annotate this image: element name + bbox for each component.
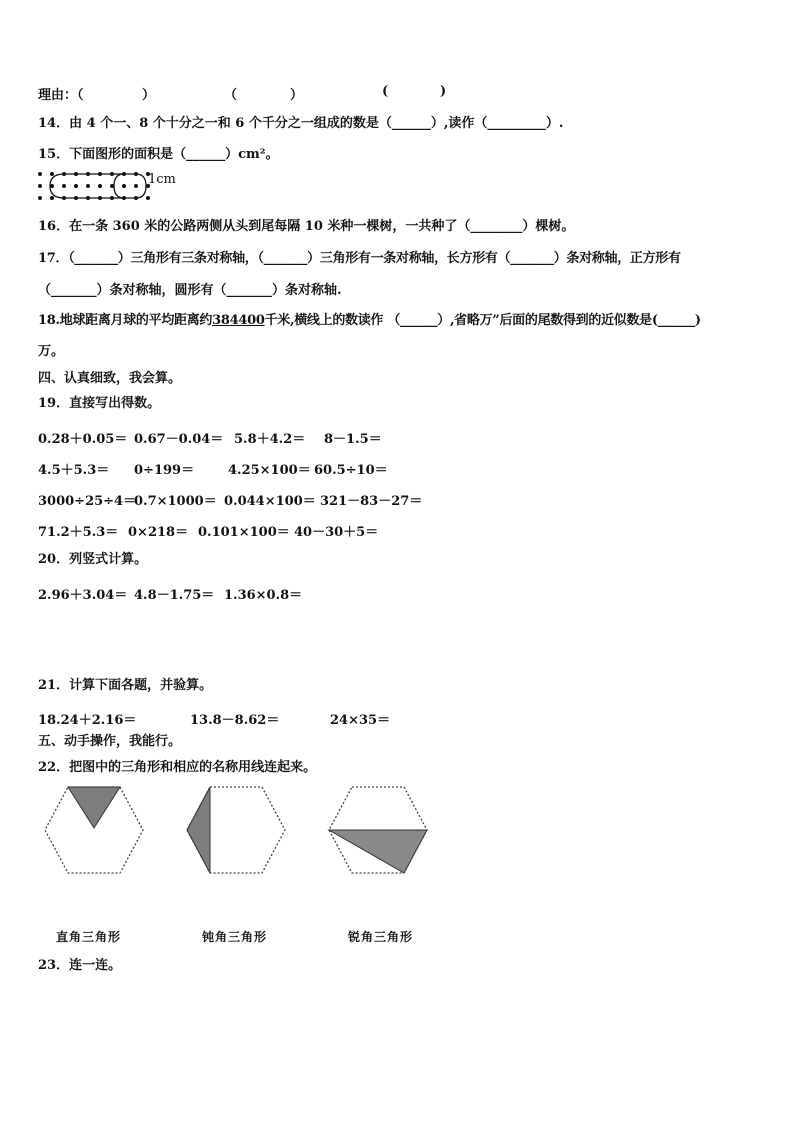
hexagon-figure-3	[326, 784, 430, 876]
verify-calc-item: 18.24＋2.16＝	[38, 713, 137, 728]
question-15: 15．下面图形的面积是（______）cm²。	[38, 147, 279, 162]
unit-label: 1cm	[148, 172, 176, 187]
calc-item: 71.2＋5.3＝	[38, 525, 119, 540]
vertical-calc-item: 1.36×0.8＝	[224, 588, 303, 603]
vertical-calc-item: 4.8－1.75＝	[134, 588, 215, 603]
verify-calc-item: 24×35＝	[330, 713, 391, 728]
calc-item: 0.28＋0.05＝	[38, 432, 128, 447]
question-17-line-1: 17．（_______）三角形有三条对称轴，（_______）三角形有一条对称轴，长方形有（_______）条对称轴，正方形有	[38, 251, 681, 266]
calc-item: 40－30＋5＝	[294, 525, 379, 540]
vertical-calc-item: 2.96＋3.04＝	[38, 588, 128, 603]
reason-close-2: ）	[290, 88, 304, 103]
calc-item: 0.101×100＝	[198, 525, 290, 540]
label-right-triangle: 直角三角形	[56, 930, 122, 944]
calc-row-4	[38, 521, 438, 540]
calc-item: 4.25×100＝	[228, 463, 311, 478]
question-23-title: 23．连一连。	[38, 958, 122, 973]
calc-row-3	[38, 490, 438, 509]
calc-item: 0×218＝	[128, 525, 189, 540]
reason-line	[38, 84, 478, 103]
q21-items	[38, 709, 398, 728]
question-20-title: 20．列竖式计算。	[38, 552, 148, 567]
question-21-title: 21．计算下面各题，并验算。	[38, 678, 213, 693]
verify-calc-item: 13.8－8.62＝	[190, 713, 280, 728]
section-5-heading: 五、动手操作，我能行。	[38, 734, 182, 749]
reason-open-3: (	[382, 84, 389, 99]
calc-item: 3000÷25÷4＝	[38, 494, 137, 509]
calc-item: 0.044×100＝	[224, 494, 316, 509]
label-acute-triangle: 锐角三角形	[348, 930, 414, 944]
reason-open-2: （	[224, 88, 238, 103]
section-4-heading: 四、认真细致，我会算。	[38, 371, 182, 386]
calc-item: 4.5＋5.3＝	[38, 463, 110, 478]
question-19-title: 19．直接写出得数。	[38, 396, 161, 411]
question-17-line-2: （_______）条对称轴，圆形有（_______）条对称轴.	[38, 283, 342, 298]
calc-item: 0.7×1000＝	[134, 494, 217, 509]
reason-close-1: ）	[142, 88, 156, 103]
calc-item: 321－83－27＝	[320, 494, 423, 509]
hexagon-figure-2	[184, 784, 288, 876]
reason-label: 理由：（	[38, 88, 84, 103]
calc-row-1	[38, 428, 438, 447]
calc-item: 0.67－0.04＝	[134, 432, 224, 447]
hexagon-figure-1	[42, 784, 146, 876]
calc-item: 60.5÷10＝	[314, 463, 388, 478]
calc-row-2	[38, 459, 438, 478]
question-22-title: 22．把图中的三角形和相应的名称用线连起来。	[38, 760, 317, 775]
calc-item: 8－1.5＝	[324, 432, 382, 447]
question-18-line-1	[38, 313, 701, 329]
q18-after: 千米,横线上的数读作 （______）,省略万”后面的尾数得到的近似数是(______)	[264, 313, 701, 328]
q20-items	[38, 584, 338, 603]
question-18-line-2: 万。	[38, 344, 65, 359]
question-16: 16．在一条 360 米的公路两侧从头到尾每隔 10 米种一棵树，一共种了（________）棵树。	[38, 219, 575, 234]
question-14: 14．由 4 个一、8 个十分之一和 6 个千分之一组成的数是（______）,读作（_________）.	[38, 116, 564, 131]
reason-close-3: )	[440, 84, 447, 99]
q18-underlined-number: 384400	[212, 313, 265, 328]
calc-item: 0÷199＝	[134, 463, 195, 478]
q18-before: 18.地球距离月球的平均距离约	[38, 313, 213, 328]
label-obtuse-triangle: 钝角三角形	[202, 930, 268, 944]
calc-item: 5.8＋4.2＝	[234, 432, 306, 447]
